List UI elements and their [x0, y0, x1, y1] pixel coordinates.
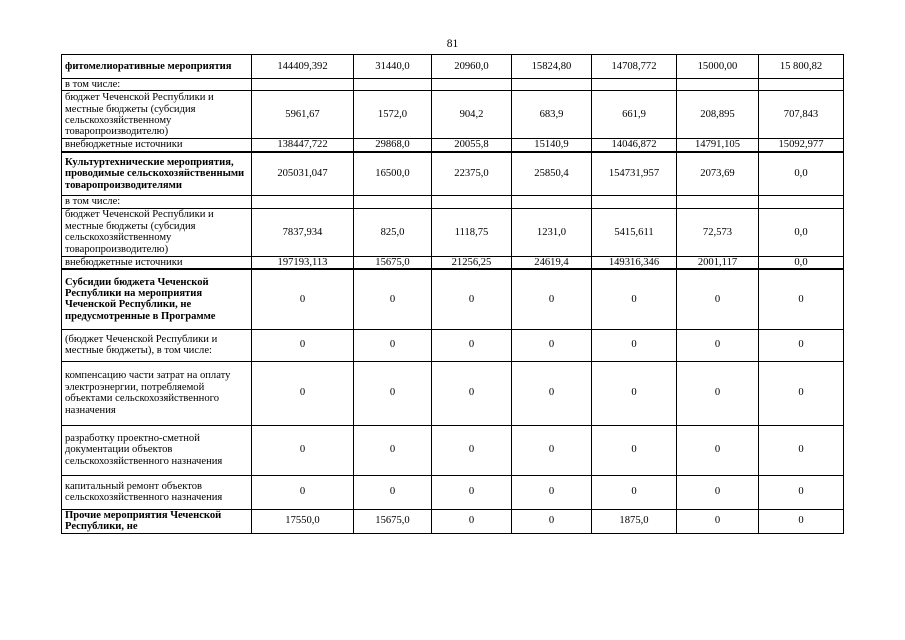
- value-cell: 15 800,82: [759, 55, 844, 79]
- row-label: Прочие мероприятия Чеченской Республики, не: [62, 509, 252, 533]
- value-cell: 15675,0: [354, 256, 432, 269]
- value-cell: 1231,0: [512, 208, 592, 256]
- value-cell: 825,0: [354, 208, 432, 256]
- table-row: [62, 152, 844, 196]
- value-cell: 144409,392: [252, 55, 354, 79]
- row-label: капитальный ремонт объектов сельскохозяйственного назначения: [62, 475, 252, 509]
- value-cell: 7837,934: [252, 208, 354, 256]
- value-cell: 21256,25: [432, 256, 512, 269]
- value-cell: 0: [512, 269, 592, 329]
- value-cell: 0: [677, 269, 759, 329]
- table-row: [62, 475, 844, 509]
- value-cell: 0: [354, 329, 432, 361]
- value-cell: 5415,611: [592, 208, 677, 256]
- row-label: бюджет Чеченской Республики и местные бюджеты (субсидия сельскохозяйственному товаропроизводителю): [62, 91, 252, 139]
- table-row: [62, 196, 844, 208]
- value-cell: 0: [759, 509, 844, 533]
- value-cell: 72,573: [677, 208, 759, 256]
- table-row: [62, 425, 844, 475]
- value-cell: 0: [677, 361, 759, 425]
- value-cell: 14708,772: [592, 55, 677, 79]
- value-cell: 0: [592, 329, 677, 361]
- value-cell: 0: [512, 329, 592, 361]
- table-row: [62, 91, 844, 139]
- value-cell: [354, 196, 432, 208]
- value-cell: 0: [759, 475, 844, 509]
- value-cell: [677, 79, 759, 91]
- value-cell: [592, 79, 677, 91]
- value-cell: [592, 196, 677, 208]
- row-label: компенсацию части затрат на оплату электроэнергии, потребляемой объектами сельскохозяйственного назначения: [62, 361, 252, 425]
- row-label: бюджет Чеченской Республики и местные бюджеты (субсидия сельскохозяйственному товаропроизводителю): [62, 208, 252, 256]
- value-cell: 0: [432, 269, 512, 329]
- value-cell: 0: [432, 361, 512, 425]
- table-row: [62, 55, 844, 79]
- table-row: [62, 509, 844, 533]
- row-label: Культуртехнические мероприятия, проводимые сельскохозяйственными товаропроизводителями: [62, 152, 252, 196]
- value-cell: 1875,0: [592, 509, 677, 533]
- row-label: фитомелиоративные мероприятия: [62, 55, 252, 79]
- value-cell: 0: [354, 475, 432, 509]
- value-cell: 20055,8: [432, 139, 512, 152]
- table-row: [62, 329, 844, 361]
- value-cell: [512, 79, 592, 91]
- value-cell: 0: [512, 425, 592, 475]
- value-cell: 0: [252, 475, 354, 509]
- table-row: [62, 269, 844, 329]
- value-cell: 2073,69: [677, 152, 759, 196]
- value-cell: 25850,4: [512, 152, 592, 196]
- table-row: [62, 139, 844, 152]
- value-cell: [759, 79, 844, 91]
- value-cell: 24619,4: [512, 256, 592, 269]
- value-cell: 0,0: [759, 208, 844, 256]
- row-label: внебюджетные источники: [62, 139, 252, 152]
- value-cell: 904,2: [432, 91, 512, 139]
- value-cell: 0: [677, 425, 759, 475]
- value-cell: 0: [252, 329, 354, 361]
- value-cell: 0: [354, 425, 432, 475]
- value-cell: [354, 79, 432, 91]
- value-cell: 0: [252, 425, 354, 475]
- row-label: в том числе:: [62, 196, 252, 208]
- value-cell: 1118,75: [432, 208, 512, 256]
- value-cell: 5961,67: [252, 91, 354, 139]
- value-cell: 683,9: [512, 91, 592, 139]
- value-cell: 0: [759, 425, 844, 475]
- value-cell: 0: [354, 269, 432, 329]
- value-cell: 0: [252, 361, 354, 425]
- value-cell: 14791,105: [677, 139, 759, 152]
- value-cell: 1572,0: [354, 91, 432, 139]
- row-label: Субсидии бюджета Чеченской Республики на мероприятия Чеченской Республики, не предусмотренные в Программе: [62, 269, 252, 329]
- value-cell: 0: [432, 329, 512, 361]
- value-cell: 16500,0: [354, 152, 432, 196]
- value-cell: 0: [592, 361, 677, 425]
- row-label: внебюджетные источники: [62, 256, 252, 269]
- value-cell: 20960,0: [432, 55, 512, 79]
- value-cell: 31440,0: [354, 55, 432, 79]
- value-cell: 208,895: [677, 91, 759, 139]
- value-cell: 22375,0: [432, 152, 512, 196]
- table-body: [62, 55, 844, 534]
- value-cell: 138447,722: [252, 139, 354, 152]
- value-cell: 0: [432, 475, 512, 509]
- value-cell: 15675,0: [354, 509, 432, 533]
- value-cell: 0: [512, 509, 592, 533]
- value-cell: 0: [354, 361, 432, 425]
- value-cell: 154731,957: [592, 152, 677, 196]
- value-cell: [677, 196, 759, 208]
- value-cell: 661,9: [592, 91, 677, 139]
- value-cell: 15824,80: [512, 55, 592, 79]
- row-label: разработку проектно-сметной документации объектов сельскохозяйственного назначения: [62, 425, 252, 475]
- budget-table: [61, 54, 844, 534]
- table-row: [62, 208, 844, 256]
- value-cell: 0: [759, 329, 844, 361]
- value-cell: 0: [512, 361, 592, 425]
- value-cell: 0: [512, 475, 592, 509]
- value-cell: 0: [759, 361, 844, 425]
- value-cell: 0: [677, 509, 759, 533]
- row-label: в том числе:: [62, 79, 252, 91]
- value-cell: [432, 79, 512, 91]
- row-label: (бюджет Чеченской Республики и местные бюджеты), в том числе:: [62, 329, 252, 361]
- value-cell: 15000,00: [677, 55, 759, 79]
- value-cell: 29868,0: [354, 139, 432, 152]
- value-cell: 17550,0: [252, 509, 354, 533]
- value-cell: 0: [592, 269, 677, 329]
- value-cell: 0: [252, 269, 354, 329]
- value-cell: 0: [677, 475, 759, 509]
- table-row: [62, 79, 844, 91]
- value-cell: [252, 196, 354, 208]
- table-row: [62, 361, 844, 425]
- value-cell: 0: [677, 329, 759, 361]
- page-number: 81: [446, 38, 459, 50]
- value-cell: 0: [592, 475, 677, 509]
- value-cell: 0: [592, 425, 677, 475]
- value-cell: 2001,117: [677, 256, 759, 269]
- value-cell: 14046,872: [592, 139, 677, 152]
- value-cell: [512, 196, 592, 208]
- value-cell: 0,0: [759, 256, 844, 269]
- value-cell: 15092,977: [759, 139, 844, 152]
- value-cell: [759, 196, 844, 208]
- value-cell: [252, 79, 354, 91]
- value-cell: 0,0: [759, 152, 844, 196]
- table-row: [62, 256, 844, 269]
- value-cell: 197193,113: [252, 256, 354, 269]
- value-cell: 0: [432, 509, 512, 533]
- value-cell: 205031,047: [252, 152, 354, 196]
- value-cell: 15140,9: [512, 139, 592, 152]
- value-cell: 149316,346: [592, 256, 677, 269]
- value-cell: [432, 196, 512, 208]
- value-cell: 0: [759, 269, 844, 329]
- value-cell: 707,843: [759, 91, 844, 139]
- value-cell: 0: [432, 425, 512, 475]
